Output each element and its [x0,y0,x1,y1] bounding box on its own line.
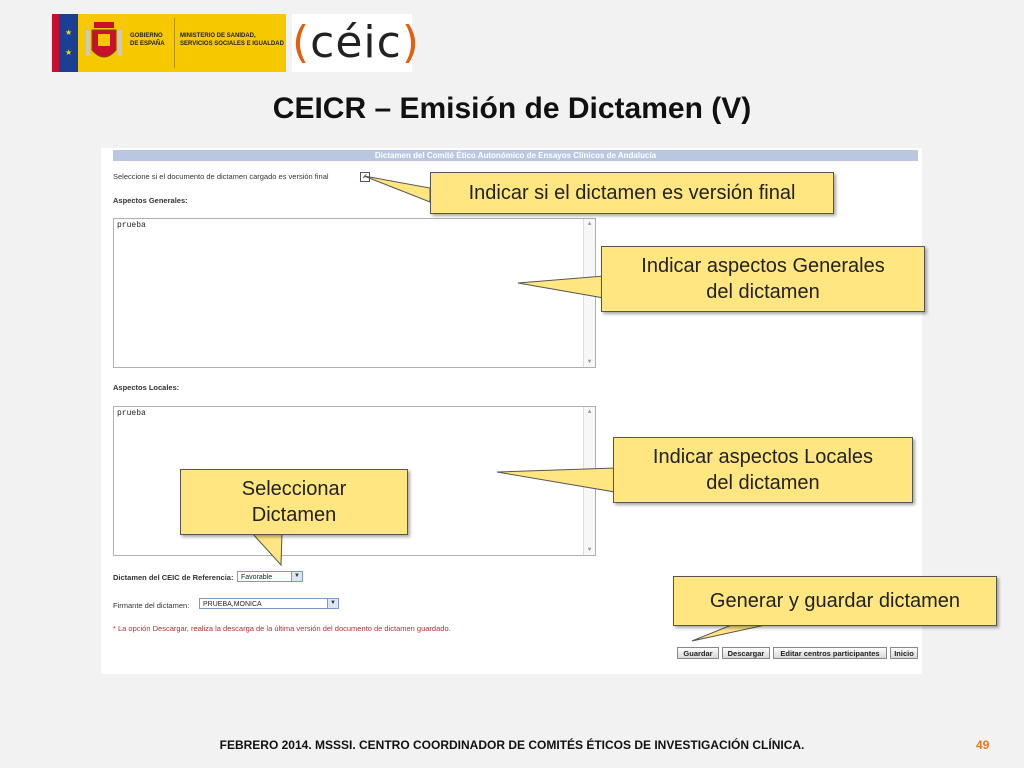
download-note: * La opción Descargar, realiza la descarga de la última versión del documento de dictamen guardado. [113,624,451,633]
slide-title: CEICR – Emisión de Dictamen (V) [272,92,752,125]
callout-save: Generar y guardar dictamen [673,576,997,626]
callout-general: Indicar aspectos Generales del dictamen [601,246,925,312]
pointer-local [497,468,615,492]
ceic-logo: (céic) [292,14,412,72]
callout-select: Seleccionar Dictamen [180,469,408,535]
home-button[interactable]: Inicio [890,647,918,659]
callout-local: Indicar aspectos Locales del dictamen [613,437,913,503]
reference-label: Dictamen del CEIC de Referencia: [113,573,234,582]
page-number: 49 [976,738,990,752]
local-aspects-scrollbar[interactable]: ▲ ▼ [583,407,595,555]
final-version-checkbox[interactable]: ✓ [361,172,369,181]
local-aspects-value: prueba [117,409,146,418]
ministry-text: MINISTERIO DE SANIDAD, SERVICIOS SOCIALES E IGUALDAD [180,33,284,47]
chevron-down-icon: ▼ [327,599,338,608]
general-aspects-label: Aspectos Generales: [113,196,188,205]
reference-select-value: Favorable [241,574,273,581]
eu-flag-icon: ★ ★ [52,14,78,72]
chevron-down-icon: ▼ [291,572,302,581]
final-version-label: Seleccione si el documento de dictamen cargado es versión final [113,172,329,181]
footer-text: FEBRERO 2014. MSSSI. CENTRO COORDINADOR DE COMITÉS ÉTICOS DE INVESTIGACIÓN CLÍNICA. [219,738,805,752]
pointer-general [518,276,604,298]
pointer-select [252,533,282,565]
pointer-final-version [364,176,430,202]
ceic-logo-text: céic [310,17,402,68]
pointer-save [692,624,770,641]
signer-select-value: PRUEBA,MONICA [203,601,262,608]
local-aspects-label: Aspectos Locales: [113,383,180,392]
save-button[interactable]: Guardar [677,647,719,659]
download-button[interactable]: Descargar [722,647,770,659]
general-aspects-scrollbar[interactable]: ▲ ▼ [583,219,595,367]
government-text: GOBIERNO DE ESPAÑA [130,33,165,47]
callout-final-version: Indicar si el dictamen es versión final [430,172,834,214]
signer-label: Firmante del dictamen: [113,601,190,610]
edit-centers-button[interactable]: Editar centros participantes [773,647,887,659]
form-header: Dictamen del Comité Ético Autonómico de Ensayos Clínicos de Andalucía [113,150,918,161]
general-aspects-value: prueba [117,221,146,230]
